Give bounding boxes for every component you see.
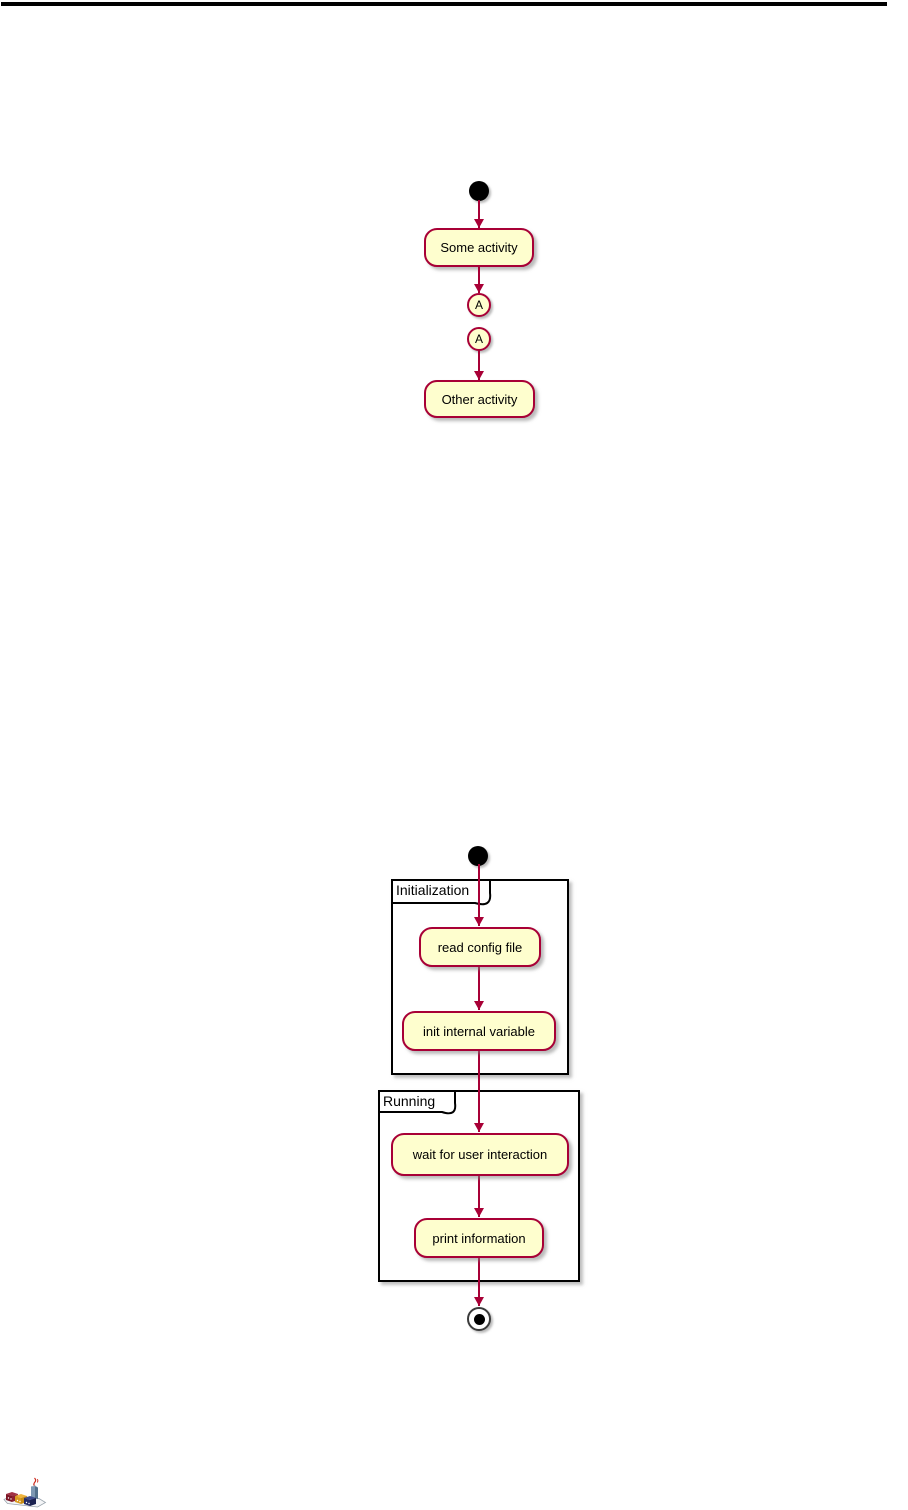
partition-title: Running: [383, 1093, 436, 1109]
arrow-down: [478, 1175, 480, 1217]
partition-tab-running: [378, 1090, 462, 1118]
end-node-dot: [474, 1314, 485, 1325]
connector-label: A: [474, 332, 483, 346]
arrow-down: [478, 1050, 480, 1132]
activity-label: read config file: [437, 939, 523, 955]
arrow-down: [478, 1257, 480, 1306]
factory-logo-graphic: [2, 1477, 48, 1509]
activity-some-activity: [424, 228, 534, 267]
arrow-down: [478, 966, 480, 1010]
activity-other-activity: [424, 380, 535, 418]
connector-circle-a-out: [467, 293, 491, 317]
activity-print-information: [414, 1218, 544, 1258]
activity-label: print information: [432, 1230, 526, 1246]
activity-label: Some activity: [440, 240, 518, 255]
activity-label: wait for user interaction: [412, 1147, 548, 1162]
activity-wait-for-user-interaction: [391, 1133, 569, 1176]
activity-read-config-file: [419, 927, 541, 967]
arrow-down: [478, 864, 480, 926]
partition-title: Initialization: [396, 882, 470, 898]
connector-circle-a-in: [467, 327, 491, 351]
start-node: [468, 846, 488, 866]
end-node: [467, 1307, 491, 1331]
connector-label: A: [474, 298, 483, 312]
factory-logo-icon: [2, 1477, 48, 1510]
header-rule: [1, 2, 887, 6]
arrow-down: [478, 266, 480, 293]
arrow-down: [478, 200, 480, 228]
activity-init-internal-variable: [402, 1011, 556, 1051]
activity-label: init internal variable: [422, 1023, 535, 1039]
activity-label: Other activity: [441, 391, 518, 407]
start-node: [469, 181, 489, 201]
arrow-down: [478, 350, 480, 380]
